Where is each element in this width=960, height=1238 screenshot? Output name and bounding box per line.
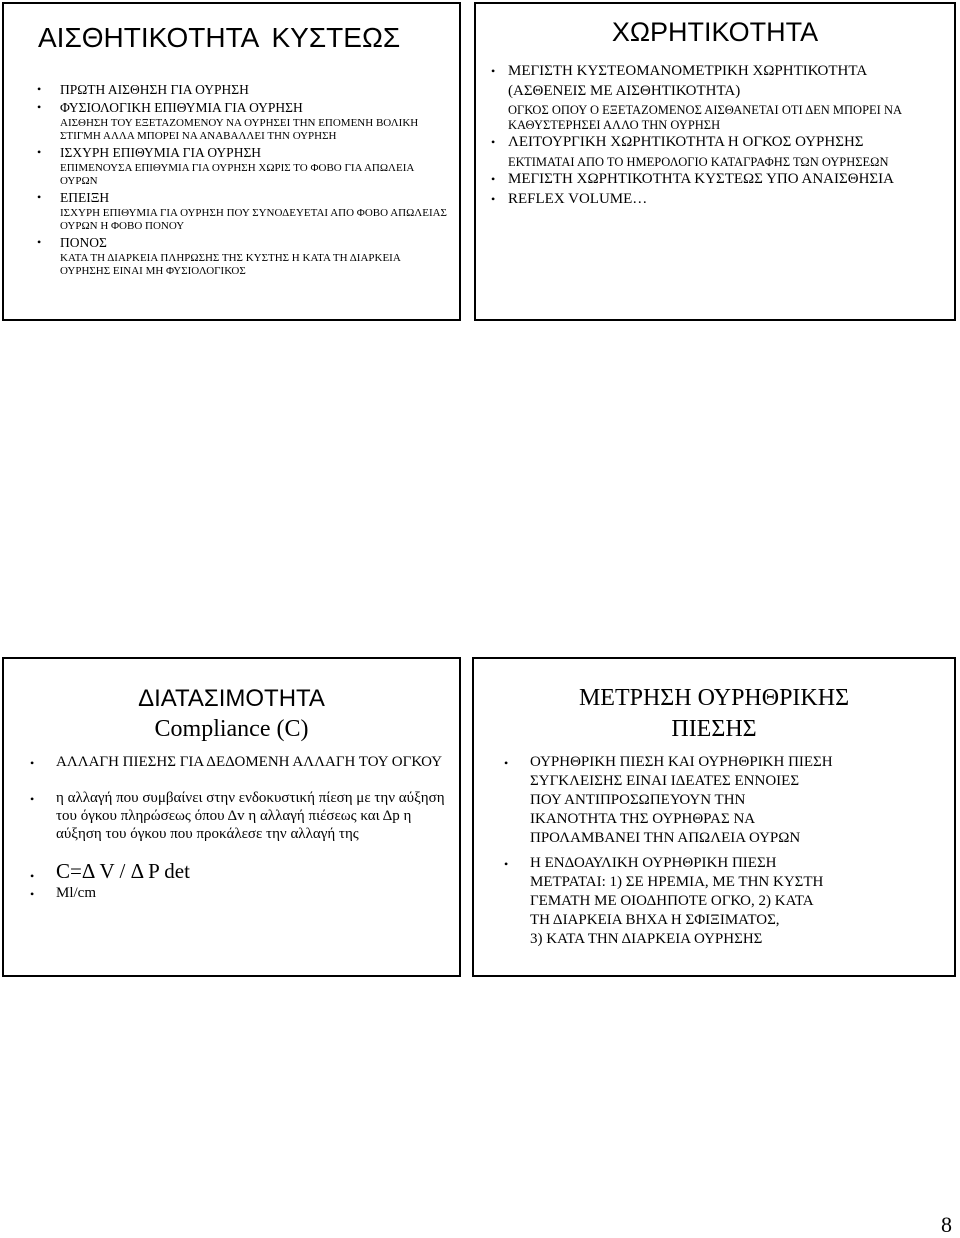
bullet-icon: •	[504, 857, 509, 871]
sub-item: ΑΙΣΘΗΣΗ ΤΟΥ ΕΞΕΤΑΖΟΜΕΝΟΥ ΝΑ ΟΥΡΗΣΕΙ ΤΗΝ ΕΠΟΜΕΝΗ ΒΟΛΙΚΗ ΣΤΙΓΜΗ ΑΛΛΑ ΜΠΟΡΕΙ ΝΑ ΑΝΑΒΑΛΛΕΙ ΤΗΝ ΟΥΡΗΣΗ	[60, 117, 419, 142]
bullet-item: • ΟΥΡΗΘΡΙΚΗ ΠΙΕΣΗ ΚΑΙ ΟΥΡΗΘΡΙΚΗ ΠΙΕΣΗ ΣΥΓΚΛΕΙΣΗΣ ΕΙΝΑΙ ΙΔΕΑΤΕΣ ΕΝΝΟΙΕΣ ΠΟΥ ΑΝΤΙΠΡΟΣΩΠΕΥΟΥΝ ΤΗΝ ΙΚΑΝΟΤΗΤΑ ΤΗΣ ΟΥΡΗΘΡΑΣ ΝΑ ΠΡΟΛΑΜΒΑΝΕΙ ΤΗΝ ΑΠΩΛΕΙΑ ΟΥΡΩΝ	[504, 754, 833, 846]
sub-item: ΚΑΤΑ ΤΗ ΔΙΑΡΚΕΙΑ ΠΛΗΡΩΣΗΣ ΤΗΣ ΚΥΣΤΗΣ Η ΚΑΤΑ ΤΗ ΔΙΑΡΚΕΙΑ ΟΥΡΗΣΗΣ ΕΙΝΑΙ ΜΗ ΦΥΣΙΟΛΟΓΙΚΟΣ	[60, 252, 401, 277]
slide-title	[474, 683, 954, 745]
slide-title-line: ΠΙΕΣΗΣ	[671, 716, 757, 742]
bullet-icon: •	[30, 887, 35, 901]
bullet-icon: •	[30, 869, 35, 883]
bullet-item: • η αλλαγή που συμβαίνει στην ενδοκυστική πίεση με την αύξηση του όγκου πληρώσεως όπου Δv η αλλαγή πιέσεως και Δp η αύξηση του όγκου που προκάλεσε την αλλαγή της	[30, 790, 445, 842]
bullet-icon: •	[37, 100, 42, 114]
bullet-icon: •	[491, 172, 496, 186]
bullet-icon: •	[491, 135, 496, 149]
sub-item: ΕΠΙΜΕΝΟΥΣΑ ΕΠΙΘΥΜΙΑ ΓΙΑ ΟΥΡΗΣΗ ΧΩΡΙΣ ΤΟ ΦΟΒΟ ΓΙΑ ΑΠΩΛΕΙΑ ΟΥΡΩΝ	[60, 162, 414, 187]
slide-diatasimotita	[2, 657, 461, 977]
slide-title: ΧΩΡΗΤΙΚΟΤΗΤΑ	[611, 17, 819, 47]
slide-metrisi-ourithrikis-piesis	[472, 657, 956, 977]
slide-body	[28, 753, 453, 902]
slide-body	[488, 61, 950, 208]
bullet-icon: •	[37, 190, 42, 204]
bullet-item: • Ml/cm	[30, 885, 96, 901]
bullet-icon: •	[30, 756, 35, 770]
bullet-item: • ΕΠΕΙΞΗ	[37, 190, 110, 205]
sub-item: ΕΚΤΙΜΑΤΑΙ ΑΠΟ ΤΟ ΗΜΕΡΟΛΟΓΙΟ ΚΑΤΑΓΡΑΦΗΣ ΤΩΝ ΟΥΡΗΣΕΩΝ	[508, 154, 889, 169]
slide-title-line: ΔΙΑΤΑΣΙΜΟΤΗΤΑ	[138, 685, 325, 712]
bullet-icon: •	[504, 756, 509, 770]
slide-aisthitikotita	[2, 2, 461, 321]
sub-item: ΟΓΚΟΣ ΟΠΟΥ Ο ΕΞΕΤΑΖΟΜΕΝΟΣ ΑΙΣΘΑΝΕΤΑΙ ΟΤΙ ΔΕΝ ΜΠΟΡΕΙ ΝΑ ΚΑΘΥΣΤΕΡΗΣΕΙ ΑΛΛΟ ΤΗΝ ΟΥΡΗΣΗ	[508, 103, 902, 132]
compliance-formula: • C=Δ V / Δ P det	[28, 859, 453, 884]
slide-body	[28, 79, 453, 277]
bullet-item: • ΑΛΛΑΓΗ ΠΙΕΣΗΣ ΓΙΑ ΔΕΔΟΜΕΝΗ ΑΛΛΑΓΗ ΤΟΥ ΟΓΚΟΥ	[30, 754, 443, 770]
slide-xoritikotita	[474, 2, 956, 321]
slide-body	[502, 753, 950, 949]
bullet-item: • ΙΣΧΥΡΗ ΕΠΙΘΥΜΙΑ ΓΙΑ ΟΥΡΗΣΗ	[37, 145, 262, 160]
bullet-item: • ΠΟΝΟΣ	[37, 235, 107, 250]
bullet-icon: •	[37, 82, 42, 96]
bullet-item: • ΛΕΙΤΟΥΡΓΙΚΗ ΧΩΡΗΤΙΚΟΤΗΤΑ Η ΟΓΚΟΣ ΟΥΡΗΣΗΣ	[491, 134, 864, 150]
bullet-item: • ΜΕΓΙΣΤΗ ΧΩΡΗΤΙΚΟΤΗΤΑ ΚΥΣΤΕΩΣ ΥΠΟ ΑΝΑΙΣΘΗΣΙΑ	[491, 171, 894, 187]
sub-item: ΙΣΧΥΡΗ ΕΠΙΘΥΜΙΑ ΓΙΑ ΟΥΡΗΣΗ ΠΟΥ ΣΥΝΟΔΕΥΕΤΑΙ ΑΠΟ ΦΟΒΟ ΑΠΩΛΕΙΑΣ ΟΥΡΩΝ Η ΦΟΒΟ ΠΟΝΟΥ	[60, 207, 447, 232]
bullet-item: • ΜΕΓΙΣΤΗ ΚΥΣΤΕΟΜΑΝΟΜΕΤΡΙΚΗ ΧΩΡΗΤΙΚΟΤΗΤΑ	[491, 63, 868, 79]
bullet-item: • ΠΡΩΤΗ ΑΙΣΘΗΣΗ ΓΙΑ ΟΥΡΗΣΗ	[37, 82, 249, 97]
bullet-item: • Η ΕΝΔΟΑΥΛΙΚΗ ΟΥΡΗΘΡΙΚΗ ΠΙΕΣΗ ΜΕΤΡΑΤΑΙ: 1) ΣΕ ΗΡΕΜΙΑ, ΜΕ ΤΗΝ ΚΥΣΤΗ ΓΕΜΑΤΗ ΜΕ ΟΙΟΔΗΠΟΤΕ ΟΓΚΟ, 2) ΚΑΤΑ ΤΗ ΔΙΑΡΚΕΙΑ ΒΗΧΑ Η ΣΦΙΞΙΜΑΤΟΣ, 3) ΚΑΤΑ ΤΗΝ ΔΙΑΡΚΕΙΑ ΟΥΡΗΣΗΣ	[504, 855, 824, 947]
slide-title-line: ΜΕΤΡΗΣΗ ΟΥΡΗΘΡΙΚΗΣ	[578, 685, 850, 711]
bullet-icon: •	[37, 235, 42, 249]
bullet-item: • ΦΥΣΙΟΛΟΓΙΚΗ ΕΠΙΘΥΜΙΑ ΓΙΑ ΟΥΡΗΣΗ	[37, 100, 303, 115]
plain-item: (ΑΣΘΕΝΕΙΣ ΜΕ ΑΙΣΘΗΤΙΚΟΤΗΤΑ)	[508, 82, 741, 99]
bullet-icon: •	[30, 792, 35, 806]
bullet-icon: •	[491, 64, 496, 78]
bullet-item: • REFLEX VOLUME…	[491, 190, 648, 207]
slide-subtitle: Compliance (C)	[154, 716, 309, 742]
page-number: 8	[941, 1212, 952, 1237]
bullet-icon: •	[37, 145, 42, 159]
slide-title	[4, 683, 459, 745]
slide-title: ΑΙΣΘΗΤΙΚΟΤΗΤΑ ΚΥΣΤΕΩΣ	[38, 22, 401, 53]
bullet-icon: •	[491, 191, 496, 206]
